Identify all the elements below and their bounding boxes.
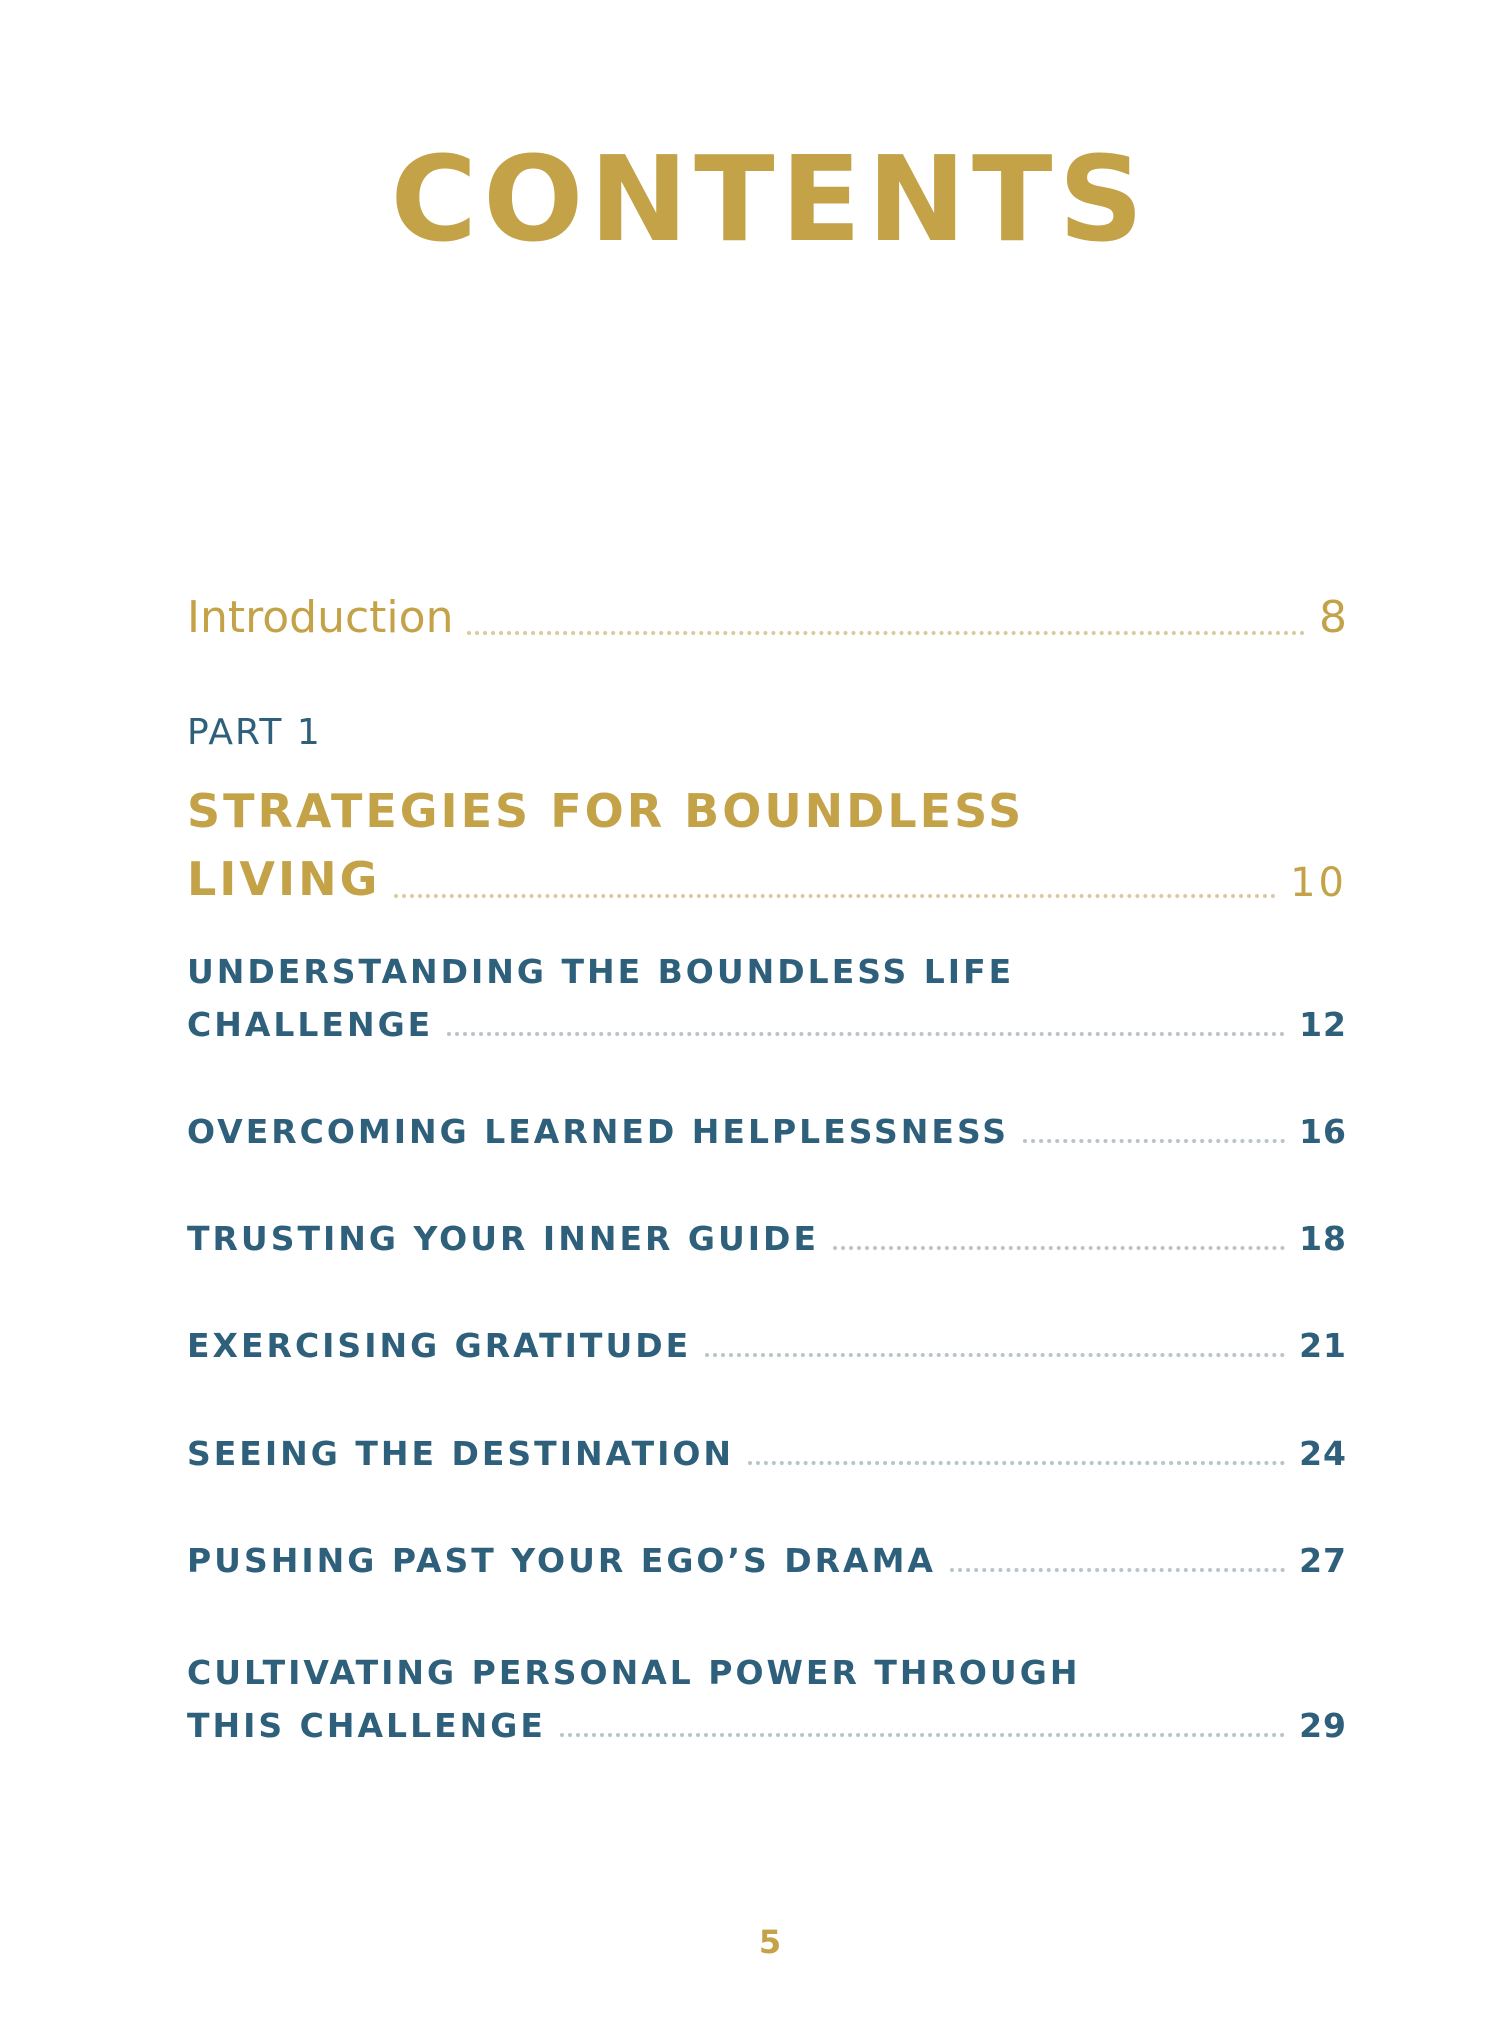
page-title: CONTENTS: [390, 130, 1150, 268]
dot-leader: [705, 1353, 1285, 1357]
chapter-title: TRUSTING YOUR INNER GUIDE: [187, 1219, 819, 1258]
dot-leader: [1023, 1139, 1285, 1143]
toc-chapter: [187, 1326, 1347, 1365]
part-page: 10: [1290, 860, 1347, 906]
introduction-page: 8: [1319, 592, 1347, 643]
part-title-line1: STRATEGIES FOR BOUNDLESS: [187, 784, 1025, 838]
chapter-page: 24: [1299, 1434, 1347, 1473]
toc-chapter: [187, 1706, 1347, 1745]
dot-leader: [748, 1461, 1285, 1465]
chapter-title: OVERCOMING LEARNED HELPLESSNESS: [187, 1112, 1010, 1151]
chapter-title: THIS CHALLENGE: [187, 1706, 546, 1745]
chapter-title-line1: CULTIVATING PERSONAL POWER THROUGH: [187, 1653, 1081, 1692]
chapter-title: EXERCISING GRATITUDE: [187, 1326, 692, 1365]
page-number: 5: [758, 1923, 782, 1961]
chapter-title: PUSHING PAST YOUR EGO’S DRAMA: [187, 1541, 936, 1580]
dot-leader: [467, 631, 1305, 635]
toc-chapter: [187, 1219, 1347, 1258]
toc-chapter: [187, 1541, 1347, 1580]
part-title-line2: LIVING: [187, 852, 381, 906]
toc-part-title: [187, 852, 1347, 906]
chapter-page: 21: [1299, 1326, 1347, 1365]
dot-leader: [447, 1032, 1285, 1036]
chapter-page: 18: [1299, 1219, 1347, 1258]
dot-leader: [950, 1568, 1285, 1572]
chapter-page: 29: [1299, 1706, 1347, 1745]
dot-leader: [833, 1246, 1285, 1250]
toc-chapter: [187, 1434, 1347, 1473]
chapter-title-line1: UNDERSTANDING THE BOUNDLESS LIFE: [187, 952, 1015, 991]
chapter-page: 16: [1299, 1112, 1347, 1151]
dot-leader: [560, 1733, 1285, 1737]
introduction-label: Introduction: [187, 592, 454, 643]
chapter-title: CHALLENGE: [187, 1005, 434, 1044]
chapter-title: SEEING THE DESTINATION: [187, 1434, 735, 1473]
part-label: PART 1: [187, 712, 322, 753]
chapter-page: 27: [1299, 1541, 1347, 1580]
toc-introduction: [187, 592, 1347, 643]
dot-leader: [394, 894, 1276, 898]
toc-chapter: [187, 1112, 1347, 1151]
chapter-page: 12: [1299, 1005, 1347, 1044]
toc-chapter: [187, 1005, 1347, 1044]
